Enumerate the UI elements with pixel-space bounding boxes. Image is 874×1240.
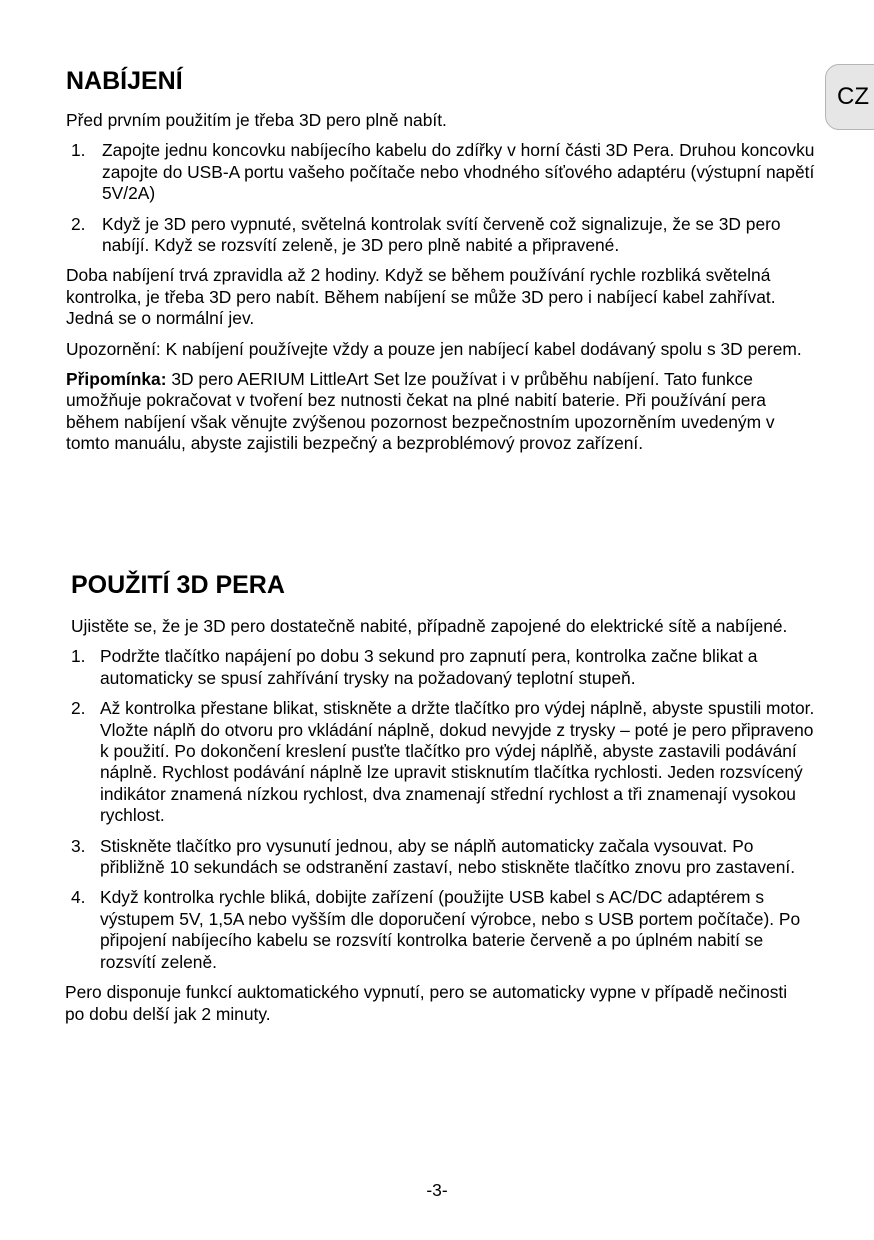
usage-step (71, 836, 816, 879)
usage-steps (71, 646, 816, 973)
step-text: Zapojte jednu koncovku nabíjecího kabelu do zdířky v horní části 3D Pera. Druhou koncovku zapojte do USB-A portu vašeho počítače nebo vhodného síťového adaptéru (výstupní napětí 5V/2A) (102, 140, 815, 204)
language-tab (825, 64, 874, 130)
usage-intro: Ujistěte se, že je 3D pero dostatečně nabité, případně zapojené do elektrické sítě a nabíjené. (71, 616, 788, 636)
charging-warning: Upozornění: K nabíjení používejte vždy a pouze jen nabíjecí kabel dodávaný spolu s 3D perem. (66, 338, 802, 359)
charging-note (66, 369, 811, 455)
note-label: Připomínka: (66, 369, 167, 390)
usage-step (71, 698, 816, 826)
page-number: -3- (426, 1180, 448, 1200)
charging-steps (66, 140, 816, 256)
step-number: 2. (71, 213, 86, 234)
step-text: Až kontrolka přestane blikat, stiskněte a držte tlačítko pro výdej náplně, abyste spustili motor. Vložte náplň do otvoru pro vkládání náplně, dokud nevyjde z trysky – poté je pero připraveno k použití. Po dokončení kreslení pusťte tlačítko pro výdej náplňě, abyste zastavili podávání náplně. Rychlost podávání náplně lze upravit stisknutím tlačítka rychlosti. Jeden rozsvícený indikátor znamená nízkou rychlost, dva znamenají střední rychlost a tři znamenají vysokou rychlost. (100, 698, 815, 826)
usage-section (65, 570, 816, 1034)
charging-duration: Doba nabíjení trvá zpravidla až 2 hodiny. Když se během používání rychle rozbliká světelná kontrolka, je třeba 3D pero nabít. Během nabíjení se může 3D pero i nabíjecí kabel zahřívat. Jedná se o normální jev. (66, 265, 776, 329)
note-text: 3D pero AERIUM LittleArt Set lze používat i v průběhu nabíjení. Tato funkce umožňuje pokračovat v tvoření bez nutnosti čekat na plné nabití baterie. Při používání pera během nabíjení však věnujte zvýšenou pozornost bezpečnostním upozorněním uvedeným v tomto manuálu, abyste zajistili bezpečný a bezproblémový provoz zařízení. (66, 369, 775, 454)
usage-step (71, 646, 816, 689)
language-tab-label: CZ (837, 83, 869, 110)
charging-title: NABÍJENÍ (66, 67, 183, 95)
step-number: 2. (71, 698, 86, 719)
charging-intro: Před prvním použitím je třeba 3D pero plně nabít. (66, 110, 447, 130)
step-number: 4. (71, 887, 86, 908)
charging-step (66, 140, 816, 204)
step-number: 1. (71, 140, 86, 161)
step-number: 3. (71, 835, 86, 856)
charging-step (66, 214, 816, 257)
step-text: Podržte tlačítko napájení po dobu 3 sekund pro zapnutí pera, kontrolka začne blikat a automaticky se spusí zahřívání trysky na požadovaný teplotní stupeň. (100, 646, 758, 688)
usage-title: POUŽITÍ 3D PERA (71, 571, 285, 599)
step-number: 1. (71, 646, 86, 667)
usage-step (71, 887, 816, 973)
charging-section (66, 66, 816, 464)
step-text: Když je 3D pero vypnuté, světelná kontrolak svítí červeně což signalizuje, že se 3D pero nabíjí. Když se rozsvítí zeleně, je 3D pero plně nabité a připravené. (102, 213, 781, 256)
step-text: Stiskněte tlačítko pro vysunutí jednou, aby se náplň automaticky začala vysouvat. Po přibližně 10 sekundách se odstranění zastaví, nebo stiskněte tlačítko znovu pro zastavení. (100, 835, 796, 878)
auto-off-note: Pero disponuje funkcí auktomatického vypnutí, pero se automaticky vypne v případě nečinosti po dobu delší jak 2 minuty. (65, 982, 788, 1024)
step-text: Když kontrolka rychle bliká, dobijte zařízení (použijte USB kabel s AC/DC adaptérem s výstupem 5V, 1,5A nebo vyšším dle doporučení výrobce, nebo s USB portem počítače). Po připojení nabíjecího kabelu se rozsvítí kontrolka baterie červeně a po úplném nabití se rozsvítí zeleně. (100, 887, 801, 972)
